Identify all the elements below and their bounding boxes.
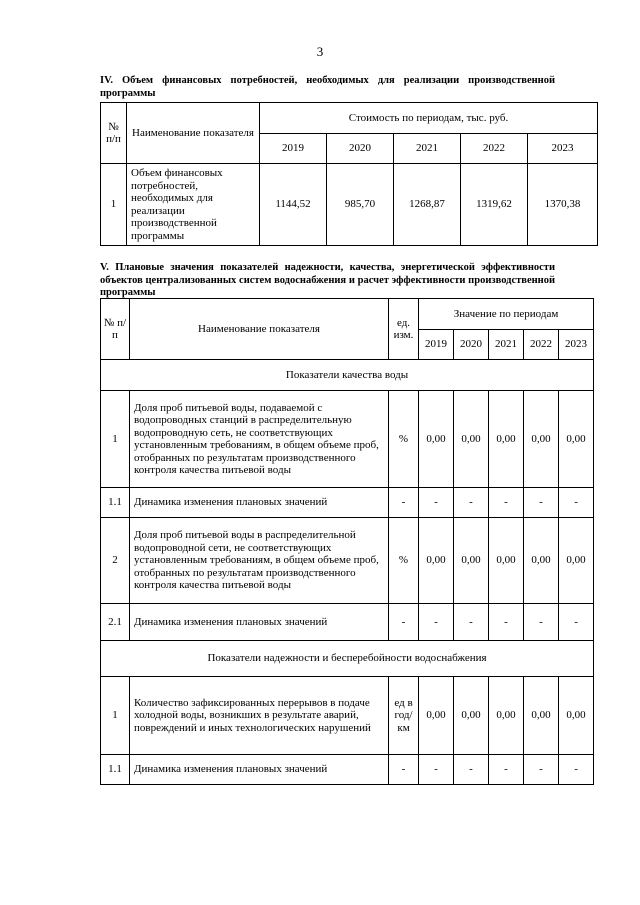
row-unit: % bbox=[389, 518, 419, 604]
value-cell: 0,00 bbox=[419, 518, 454, 604]
value-cell: 0,00 bbox=[454, 391, 489, 488]
col-name-header: Наименование показателя bbox=[127, 103, 260, 164]
year-cell: 2021 bbox=[489, 330, 524, 360]
value-cell: 0,00 bbox=[524, 518, 559, 604]
table-row bbox=[101, 755, 594, 785]
value-cell: - bbox=[419, 604, 454, 641]
row-name: Доля проб питьевой воды, подаваемой с водопроводных станций в распределительную водопроводную сеть, не соответствующих установленным требованиям, в общем объеме проб, отобранных по результатам производственного контроля качества питьевой воды bbox=[130, 391, 389, 488]
value-cell: - bbox=[524, 488, 559, 518]
financial-needs-table bbox=[100, 102, 598, 246]
value-cell: 0,00 bbox=[559, 677, 594, 755]
value-cell: 0,00 bbox=[524, 391, 559, 488]
row-num: 2 bbox=[101, 518, 130, 604]
table-header-row bbox=[101, 103, 598, 134]
year-cell: 2019 bbox=[260, 134, 327, 164]
row-name: Объем финансовых потребностей, необходимых для реализации производственной программы bbox=[127, 164, 260, 246]
year-cell: 2023 bbox=[528, 134, 598, 164]
table-row bbox=[101, 391, 594, 488]
value-cell: - bbox=[419, 488, 454, 518]
group-row bbox=[101, 360, 594, 391]
value-cell: 0,00 bbox=[489, 391, 524, 488]
section-5-heading: V. Плановые значения показателей надежности, качества, энергетической эффективности объектов централизованных систем водоснабжения и расчет эффективности производственной программы bbox=[100, 262, 555, 298]
group-row bbox=[101, 641, 594, 677]
year-cell: 2023 bbox=[559, 330, 594, 360]
page-number: 3 bbox=[316, 44, 324, 59]
value-cell: - bbox=[489, 755, 524, 785]
col-unit-header: ед. изм. bbox=[389, 299, 419, 360]
row-name: Динамика изменения плановых значений bbox=[130, 604, 389, 641]
year-cell: 2022 bbox=[461, 134, 528, 164]
value-cell: - bbox=[559, 488, 594, 518]
row-num: 2.1 bbox=[101, 604, 130, 641]
value-cell: - bbox=[454, 755, 489, 785]
row-num: 1.1 bbox=[101, 755, 130, 785]
value-cell: 0,00 bbox=[559, 391, 594, 488]
value-cell: 1370,38 bbox=[528, 164, 598, 246]
value-cell: 0,00 bbox=[489, 677, 524, 755]
row-num: 1.1 bbox=[101, 488, 130, 518]
value-cell: - bbox=[524, 604, 559, 641]
row-unit: - bbox=[389, 604, 419, 641]
value-cell: - bbox=[559, 604, 594, 641]
value-cell: 0,00 bbox=[454, 677, 489, 755]
table-row bbox=[101, 604, 594, 641]
value-cell: - bbox=[489, 604, 524, 641]
year-cell: 2020 bbox=[454, 330, 489, 360]
section-4-heading: IV. Объем финансовых потребностей, необходимых для реализации производственной программы bbox=[100, 75, 555, 99]
value-cell: 0,00 bbox=[489, 518, 524, 604]
value-cell: 1319,62 bbox=[461, 164, 528, 246]
value-cell: 1144,52 bbox=[260, 164, 327, 246]
year-cell: 2020 bbox=[327, 134, 394, 164]
col-num-header: № п/п bbox=[101, 299, 130, 360]
value-cell: 1268,87 bbox=[394, 164, 461, 246]
row-name: Динамика изменения плановых значений bbox=[130, 755, 389, 785]
value-cell: 0,00 bbox=[419, 677, 454, 755]
row-num: 1 bbox=[101, 677, 130, 755]
value-cell: - bbox=[454, 488, 489, 518]
value-cell: - bbox=[489, 488, 524, 518]
row-num: 1 bbox=[101, 391, 130, 488]
year-cell: 2021 bbox=[394, 134, 461, 164]
row-name: Динамика изменения плановых значений bbox=[130, 488, 389, 518]
value-cell: - bbox=[524, 755, 559, 785]
table-header-row bbox=[101, 299, 594, 330]
indicators-table bbox=[100, 298, 594, 785]
value-cell: 985,70 bbox=[327, 164, 394, 246]
col-name-header: Наименование показателя bbox=[130, 299, 389, 360]
col-num-header: № п/п bbox=[101, 103, 127, 164]
row-unit: % bbox=[389, 391, 419, 488]
row-name: Количество зафиксированных перерывов в подаче холодной воды, возникших в результате аварий, повреждений и иных технологических нарушений bbox=[130, 677, 389, 755]
year-cell: 2019 bbox=[419, 330, 454, 360]
value-cell: - bbox=[559, 755, 594, 785]
value-cell: 0,00 bbox=[454, 518, 489, 604]
row-unit: ед в год/км bbox=[389, 677, 419, 755]
table-row bbox=[101, 677, 594, 755]
group-title: Показатели надежности и бесперебойности водоснабжения bbox=[101, 641, 594, 677]
value-cell: - bbox=[454, 604, 489, 641]
col-periods-header: Значение по периодам bbox=[419, 299, 594, 330]
row-unit: - bbox=[389, 488, 419, 518]
value-cell: 0,00 bbox=[419, 391, 454, 488]
value-cell: - bbox=[419, 755, 454, 785]
table-row bbox=[101, 518, 594, 604]
row-unit: - bbox=[389, 755, 419, 785]
value-cell: 0,00 bbox=[524, 677, 559, 755]
row-name: Доля проб питьевой воды в распределительной водопроводной сети, не соответствующих установленным требованиям, в общем объеме проб, отобранных по результатам производственного контроля качества питьевой воды bbox=[130, 518, 389, 604]
col-cost-header: Стоимость по периодам, тыс. руб. bbox=[260, 103, 598, 134]
group-title: Показатели качества воды bbox=[101, 360, 594, 391]
row-num: 1 bbox=[101, 164, 127, 246]
table-row bbox=[101, 164, 598, 246]
value-cell: 0,00 bbox=[559, 518, 594, 604]
year-cell: 2022 bbox=[524, 330, 559, 360]
table-row bbox=[101, 488, 594, 518]
